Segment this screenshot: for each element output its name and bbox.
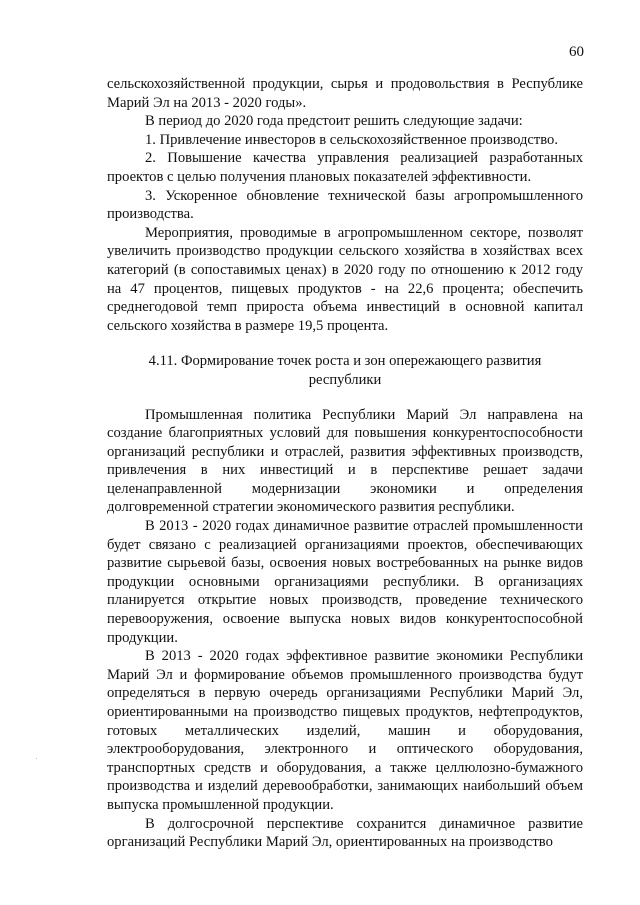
paragraph-measures: Мероприятия, проводимые в агропромышленном секторе, позволят увеличить производство продукции сельского хозяйства в хозяйствах всех категорий (в сопоставимых ценах) в 2020 году по отношению к 2012 году на 47 процентов, пищевых продуктов - на 22,6 процента; обеспечить среднегодовой темп прироста объема инвестиций в основной капитал сельского хозяйства в размере 19,5 процента.: [107, 224, 583, 334]
paragraph-2: В период до 2020 года предстоит решить следующие задачи:: [145, 113, 523, 130]
paragraph-1: сельскохозяйственной продукции, сырья и продовольствия в Республике Марий Эл на 2013 - 2020 годы».: [107, 76, 583, 111]
task-item-3: 3. Ускоренное обновление технической базы агропромышленного производства.: [107, 187, 583, 223]
paragraph-industrial-policy: Промышленная политика Республики Марий Эл направлена на создание благоприятных условий для повышения конкурентоспособности организаций республики и отраслей, развития эффективных производств, привлечения в них инвестиций и в перспективе решает задачи целенаправленной модернизации экономики и определения долговременной стратегии экономического развития республики.: [107, 406, 583, 516]
paragraph-long-term: В долгосрочной перспективе сохранится динамичное развитие организаций Республики Марий Эл, ориентированных на производство: [107, 815, 583, 851]
section-heading: 4.11. Формирование точек роста и зон опережающего развития республики: [148, 353, 542, 388]
scan-speck: [36, 758, 37, 759]
document-body: [107, 75, 583, 852]
task-item-2: 2. Повышение качества управления реализацией разработанных проектов с целью получения плановых показателей эффективности.: [107, 150, 583, 185]
paragraph-2013-2020-development: В 2013 - 2020 годах динамичное развитие отраслей промышленности будет связано с реализацией организациями проектов, обеспечивающих развитие сырьевой базы, освоения новых востребованных на рынке видов продукции основными организациями республики. В организациях планируется открытие новых производств, проведение технического перевооружения, освоение выпуска новых видов конкурентоспособной продукции.: [107, 518, 583, 646]
page-number: 60: [569, 44, 584, 60]
paragraph-economy-development: В 2013 - 2020 годах эффективное развитие экономики Республики Марий Эл и формирование объемов промышленного производства будут определяться в первую очередь организациями Республики Марий Эл, ориентированными на производство пищевых продуктов, нефтепродуктов, готовых металлических изделий, машин и оборудования, электрооборудования, электронного и оптического оборудования, транспортных средств и оборудования, а также целлюлозно-бумажного производства и изделий деревообработки, занимающих наибольший объем выпуска промышленной продукции.: [107, 648, 583, 813]
task-item-1: 1. Привлечение инвесторов в сельскохозяйственное производство.: [145, 131, 558, 148]
